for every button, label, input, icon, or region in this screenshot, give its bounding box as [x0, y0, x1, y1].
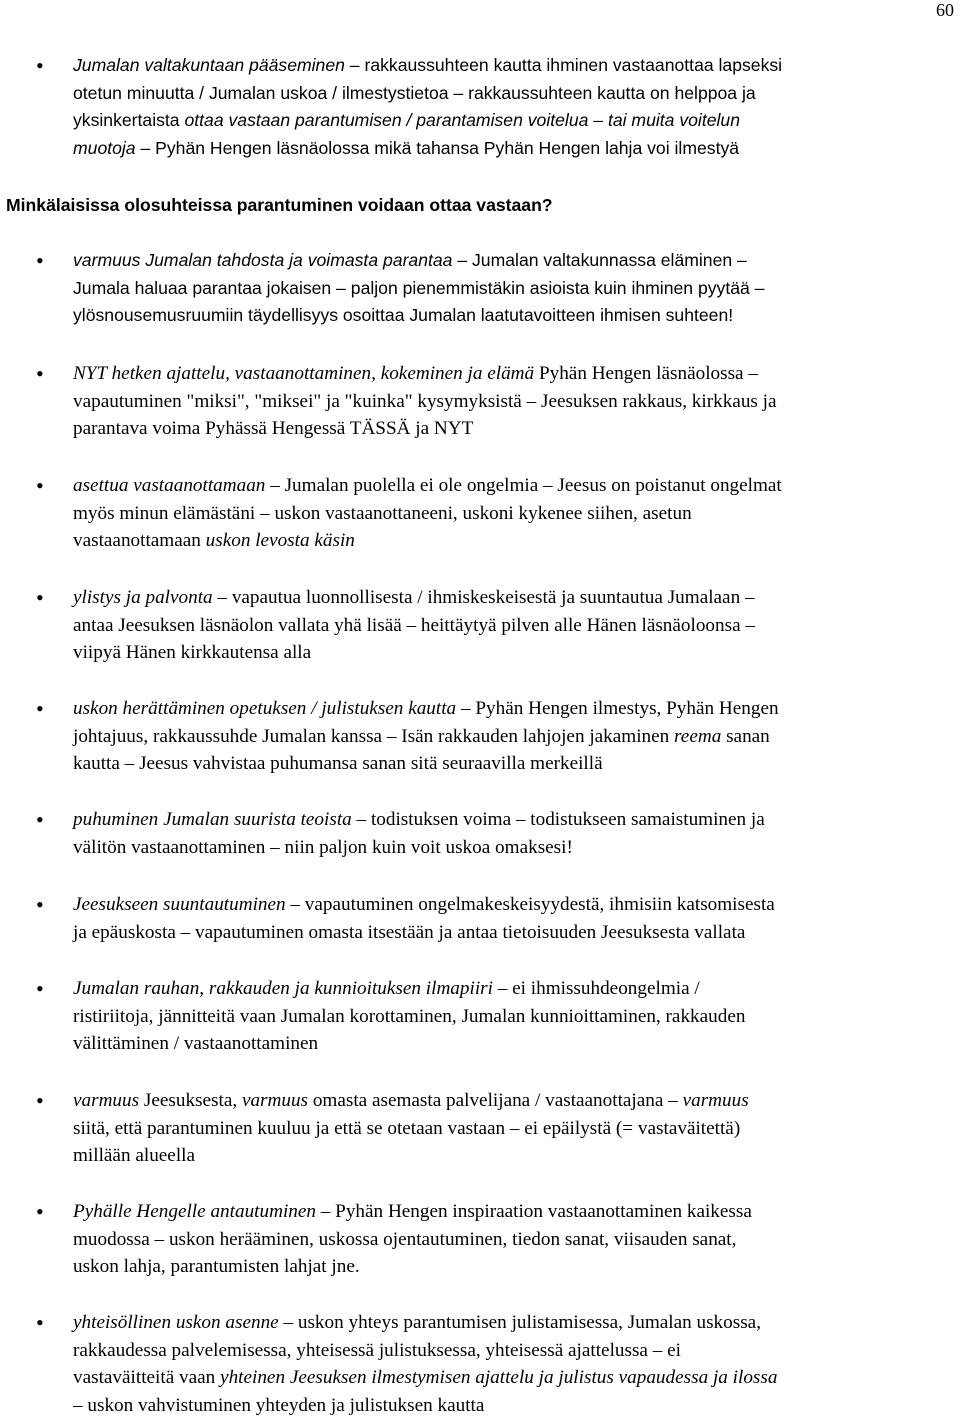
italic-run: Pyhälle Hengelle antautuminen [73, 1201, 316, 1222]
text-run: – Pyhän Hengen inspiraation vastaanottaminen kaikessa [315, 1201, 752, 1222]
line [73, 584, 953, 612]
line [73, 1392, 953, 1420]
line [73, 247, 953, 275]
text-run: kautta – Jeesus vahvistaa puhumansa sanan sitä seuraavilla merkeillä [73, 753, 603, 774]
bullet-icon: • [36, 585, 44, 610]
line [73, 135, 953, 163]
line [73, 107, 953, 135]
text-run: ylösnousemusruumiin täydellisyys osoittaa Jumalan laatutavoitteen ihmisen suhteen! [73, 305, 734, 325]
item-text [73, 247, 953, 330]
italic-run: ylistys ja palvonta [73, 587, 213, 608]
text-run: rakkaudessa palvelemisessa, yhteisessä julistuksessa, yhteisessä ajattelussa – ei [73, 1339, 681, 1361]
line [73, 527, 953, 555]
text-run: vastaväitteitä vaan [73, 1367, 221, 1388]
line [73, 500, 953, 528]
item-text [73, 1309, 953, 1419]
line [73, 723, 953, 751]
italic-run: uskon herättäminen opetuksen / julistuksen kautta [73, 698, 457, 719]
item-text [73, 806, 953, 861]
bullet-icon: • [36, 1088, 44, 1113]
line [73, 1309, 953, 1337]
line [73, 806, 953, 834]
line [73, 1226, 953, 1254]
text-run: – ei ihmissuhdeongelmia / [492, 978, 700, 999]
text-run: otetun minuutta / Jumalan uskoa / ilmestystietoa – rakkaussuhteen kautta on helppoa ja [73, 82, 756, 103]
text-run: – vapautua luonnollisesta / ihmiskeskeisestä ja suuntautua Jumalaan – [212, 587, 755, 608]
italic-run: reema [674, 725, 722, 747]
bullet-icon: • [36, 473, 44, 498]
line [73, 1115, 953, 1143]
line [73, 1030, 953, 1058]
line [73, 1087, 953, 1115]
italic-run: varmuus [73, 1090, 140, 1111]
text-run: yksinkertaista [73, 110, 185, 130]
text-run: millään alueella [73, 1145, 195, 1166]
item-text [73, 360, 953, 443]
text-run: viipyä Hänen kirkkautensa alla [73, 642, 312, 663]
line [73, 695, 953, 723]
italic-run: varmuus [682, 1090, 749, 1111]
text-run: johtajuus, rakkaussuhde Jumalan kanssa – Isän rakkauden lahjojen jakaminen [73, 725, 675, 747]
text-run: omasta asemasta palvelijana / vastaanottajana – [308, 1090, 683, 1111]
italic-run: puhuminen Jumalan suurista teoista [73, 809, 352, 830]
text-run: välitön vastaanottaminen – niin paljon kuin voit uskoa omaksesi! [73, 836, 573, 858]
text-run: – uskon yhteys parantumisen julistamisessa, Jumalan uskossa, [278, 1312, 761, 1333]
line [73, 834, 953, 862]
line [73, 1253, 953, 1281]
italic-run: muotoja [73, 137, 136, 158]
line [73, 1003, 953, 1031]
text-run: – Jumalan valtakunnassa eläminen – [452, 250, 747, 270]
line [73, 975, 953, 1003]
italic-run: Jumalan rauhan, rakkauden ja kunnioituksen ilmapiiri [73, 978, 493, 999]
page-number: 60 [936, 0, 954, 20]
text-run: välittäminen / vastaanottaminen [73, 1033, 319, 1054]
text-run: – rakkaussuhteen kautta ihminen vastaanottaa lapseksi [344, 55, 783, 75]
line [73, 302, 953, 330]
italic-run: asettua vastaanottamaan [73, 475, 266, 496]
text-run: ristiriitoja, jännitteitä vaan Jumalan korottaminen, Jumalan kunnioittaminen, rakkauden [73, 1005, 746, 1027]
text-run: uskon lahja, parantumisten lahjat jne. [73, 1256, 360, 1277]
italic-run: Jeesukseen suuntautuminen [73, 894, 286, 915]
item-text [73, 695, 953, 778]
text-run: muodossa – uskon herääminen, uskossa ojentautuminen, tiedon sanat, viisauden sanat, [73, 1228, 737, 1250]
line [73, 80, 953, 108]
line [73, 750, 953, 778]
text-run: Jumala haluaa parantaa jokaisen – paljon pienemmistäkin asioista kuin ihminen pyytää – [73, 277, 765, 298]
bullet-icon: • [36, 361, 44, 386]
italic-run: yhteisöllinen uskon asenne [73, 1312, 279, 1333]
line [73, 415, 953, 443]
italic-run: ottaa vastaan parantumisen / parantamisen voitelua – tai muita voitelun [184, 110, 740, 130]
section-heading: Minkälaisissa olosuhteissa parantuminen voidaan ottaa vastaan? [6, 195, 553, 215]
item-text [73, 891, 953, 946]
item-text [73, 584, 953, 667]
text-run: parantava voima Pyhässä Hengessä TÄSSÄ ja NYT [73, 418, 474, 439]
line [73, 1142, 953, 1170]
line [73, 52, 953, 80]
text-run: Jeesuksesta, [139, 1090, 242, 1111]
bullet-icon: • [36, 1310, 44, 1335]
line [73, 919, 953, 947]
italic-run: uskon levosta käsin [205, 530, 355, 551]
text-run: – Jumalan puolella ei ole ongelmia – Jeesus on poistanut ongelmat [265, 475, 782, 496]
text-run: siitä, että parantuminen kuuluu ja että se otetaan vastaan – ei epäilystä (= vastaväitettä) [73, 1117, 741, 1139]
text-run: sanan [721, 725, 770, 747]
italic-run: yhteinen Jeesuksen ilmestymisen ajattelu ja julistus vapaudessa ja ilossa [220, 1367, 778, 1388]
text-run: vapautuminen "miksi", "miksei" ja "kuinka" kysymyksistä – Jeesuksen rakkaus, kirkkaus ja [73, 390, 777, 412]
text-run: – Pyhän Hengen läsnäolossa mikä tahansa Pyhän Hengen lahja voi ilmestyä [135, 137, 740, 158]
line [73, 1337, 953, 1365]
text-run: – todistuksen voima – todistukseen samaistuminen ja [351, 809, 765, 830]
item-text [73, 1198, 953, 1281]
line [73, 275, 953, 303]
item-text [73, 975, 953, 1058]
line [73, 891, 953, 919]
line [73, 360, 953, 388]
item-text [73, 472, 953, 555]
bullet-icon: • [36, 892, 44, 917]
bullet-icon: • [36, 1199, 44, 1224]
text-run: ja epäuskosta – vapautuminen omasta itsestään ja antaa tietoisuuden Jeesuksesta vallata [73, 921, 746, 943]
bullet-icon: • [36, 807, 44, 832]
text-run: Pyhän Hengen läsnäolossa – [534, 363, 758, 384]
text-run: – vapautuminen ongelmakeskeisyydestä, ihmisiin katsomisesta [285, 894, 775, 915]
item-text [73, 52, 953, 162]
text-run: vastaanottamaan [73, 530, 206, 551]
text-run: – Pyhän Hengen ilmestys, Pyhän Hengen [456, 698, 779, 719]
line [73, 1364, 953, 1392]
text-run: – uskon vahvistuminen yhteyden ja julistuksen kautta [73, 1394, 485, 1416]
bullet-icon: • [36, 696, 44, 721]
text-run: myös minun elämästäni – uskon vastaanottaneeni, uskoni kykenee siihen, asetun [73, 502, 692, 524]
italic-run: Jumalan valtakuntaan pääseminen [73, 55, 345, 75]
bullet-icon: • [36, 248, 44, 273]
item-text [73, 1087, 953, 1170]
line [73, 472, 953, 500]
bullet-icon: • [36, 976, 44, 1001]
line [73, 639, 953, 667]
bullet-icon: • [36, 53, 44, 78]
line [73, 388, 953, 416]
line [73, 612, 953, 640]
line [73, 1198, 953, 1226]
italic-run: NYT hetken ajattelu, vastaanottaminen, kokeminen ja elämä [73, 363, 535, 384]
italic-run: varmuus [241, 1090, 309, 1111]
italic-run: varmuus Jumalan tahdosta ja voimasta parantaa [73, 250, 453, 270]
text-run: antaa Jeesuksen läsnäolon vallata yhä lisää – heittäytyä pilven alle Hänen läsnäoloonsa – [73, 614, 755, 636]
